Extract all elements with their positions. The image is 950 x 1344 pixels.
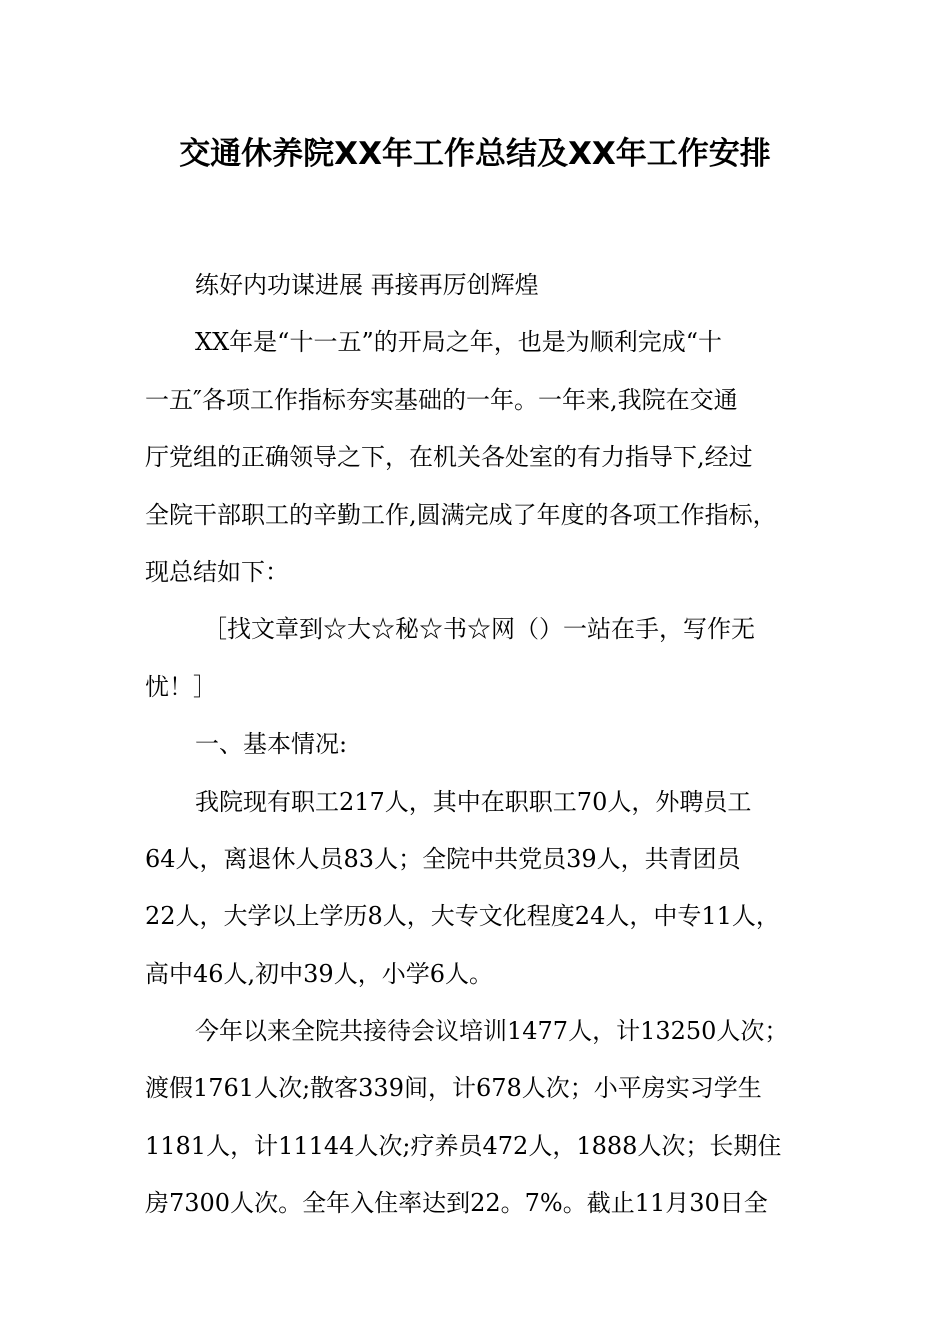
document-body [145, 257, 810, 1233]
section-heading: 一、基本情况: [195, 730, 348, 759]
paragraph-line: 今年以来全院共接待会议培训1477人，计13250人次； [195, 1017, 789, 1046]
bracket-note-line: 忧！］ [145, 672, 217, 701]
paragraph-line: 渡假1761人次;散客339间，计678人次；小平房实习学生 [145, 1074, 762, 1103]
paragraph-line: 1181人，计11144人次;疗养员472人，1888人次；长期住 [145, 1131, 782, 1160]
paragraph-line: 厅党组的正确领导之下，在机关各处室的有力指导下,经过 [145, 443, 753, 472]
paragraph-line: 一五″各项工作指标夯实基础的一年。一年来,我院在交通 [145, 385, 738, 414]
document-title: 交通休养院XX年工作总结及XX年工作安排 [179, 136, 771, 172]
paragraph-line: 高中46人,初中39人，小学6人。 [145, 959, 493, 988]
bracket-note-line: ［找文章到☆大☆秘☆书☆网（）一站在手，写作无 [203, 615, 755, 644]
paragraph-line: 房7300人次。全年入住率达到22。7%。截止11月30日全 [145, 1189, 768, 1218]
paragraph-line: 全院干部职工的辛勤工作,圆满完成了年度的各项工作指标， [145, 500, 777, 529]
paragraph-line: 我院现有职工217人，其中在职职工70人，外聘员工 [195, 787, 752, 816]
paragraph-line: 22人，大学以上学历8人，大专文化程度24人，中专11人， [145, 902, 780, 931]
paragraph-line: 64人，离退休人员83人；全院中共党员39人，共青团员 [145, 844, 741, 873]
paragraph-line: XX年是“十一五”的开局之年，也是为顺利完成“十 [195, 328, 722, 357]
paragraph-line: 现总结如下： [145, 557, 289, 586]
subtitle-line: 练好内功谋进展 再接再厉创辉煌 [195, 271, 539, 299]
